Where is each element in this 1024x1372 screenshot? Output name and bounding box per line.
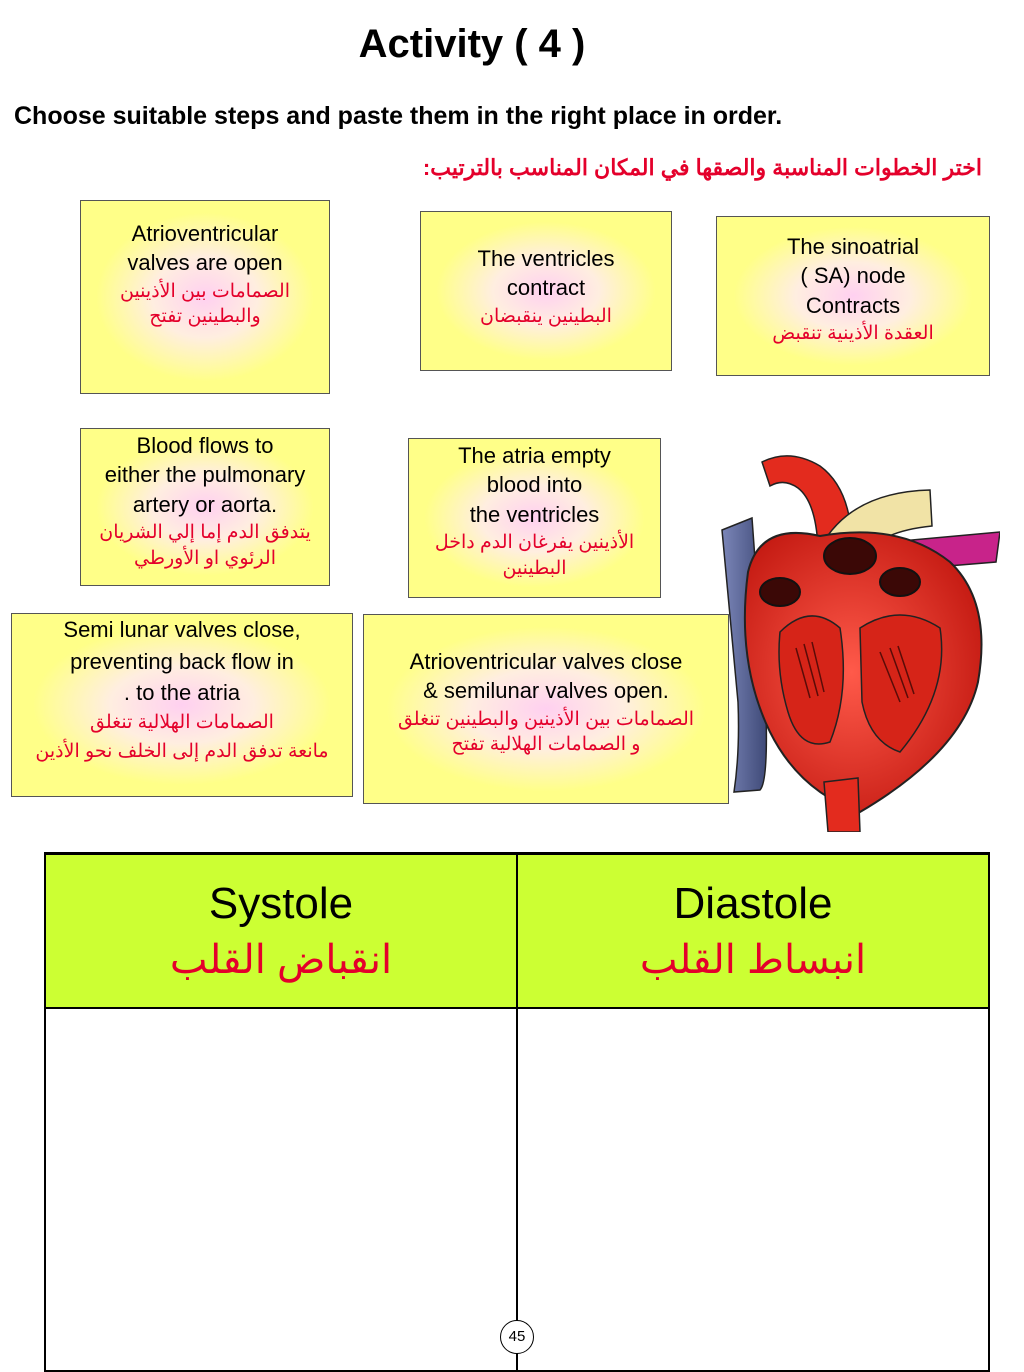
card-text-arabic: الصمامات بين الأذينين والبطينين تفتح xyxy=(119,280,290,328)
card-text-english: The ventricles contract xyxy=(477,246,615,301)
step-card-sa-node-contracts[interactable] xyxy=(716,216,990,376)
card-text-arabic: يتدفق الدم إما إلي الشريان الرئوي او الأورطي xyxy=(99,522,311,569)
systole-label-english: Systole xyxy=(208,879,354,928)
instruction-arabic: اختر الخطوات المناسبة والصقها في المكان المناسب بالترتيب: xyxy=(422,155,982,180)
step-card-atria-empty-blood[interactable] xyxy=(408,438,661,598)
heart-illustration xyxy=(700,452,1000,832)
step-card-semilunar-close[interactable] xyxy=(11,613,353,797)
card-text-arabic: الأذينين يفرغان الدم داخل البطينين xyxy=(434,532,635,579)
page-title: Activity ( 4 ) xyxy=(358,22,586,66)
card-text-english: Atrioventricular valves close & semilunar valves open. xyxy=(409,649,683,704)
systole-header xyxy=(45,854,517,1009)
systole-label-arabic: انقباض القلب xyxy=(169,938,393,982)
diastole-drop-zone[interactable] xyxy=(517,1008,989,1371)
card-text-english: The sinoatrial ( SA) node Contracts xyxy=(786,234,920,318)
systole-drop-zone[interactable] xyxy=(45,1008,517,1371)
step-card-ventricles-contract[interactable] xyxy=(420,211,672,371)
page-number: 45 xyxy=(500,1320,534,1354)
card-text-arabic: البطينين ينقبضان xyxy=(480,305,612,327)
diastole-header xyxy=(517,854,989,1009)
card-text-arabic: العقدة الأذينية تنقبض xyxy=(772,323,934,345)
step-card-av-valves-open[interactable] xyxy=(80,200,330,394)
card-text-english: The atria empty blood into the ventricles xyxy=(458,443,611,527)
card-text-english: Atrioventricular valves are open xyxy=(127,221,283,276)
card-text-arabic: الصمامات بين الأذينين والبطينين تنغلق و الصمامات الهلالية تفتح xyxy=(397,708,695,756)
diastole-label-english: Diastole xyxy=(673,879,833,928)
systole-diastole-table xyxy=(44,852,990,1372)
card-text-english: Semi lunar valves close, preventing back flow in . to the atria xyxy=(63,617,301,706)
card-text-english: Blood flows to either the pulmonary artery or aorta. xyxy=(104,433,306,517)
step-card-blood-flows-arteries[interactable] xyxy=(80,428,330,586)
step-card-av-close-semilunar-open[interactable] xyxy=(363,614,729,804)
card-text-arabic: الصمامات الهلالية تنغلق مانعة تدفق الدم إلى الخلف نحو الأذين xyxy=(35,712,329,762)
diastole-label-arabic: انبساط القلب xyxy=(639,938,867,982)
instruction-english: Choose suitable steps and paste them in the right place in order. xyxy=(14,102,783,130)
